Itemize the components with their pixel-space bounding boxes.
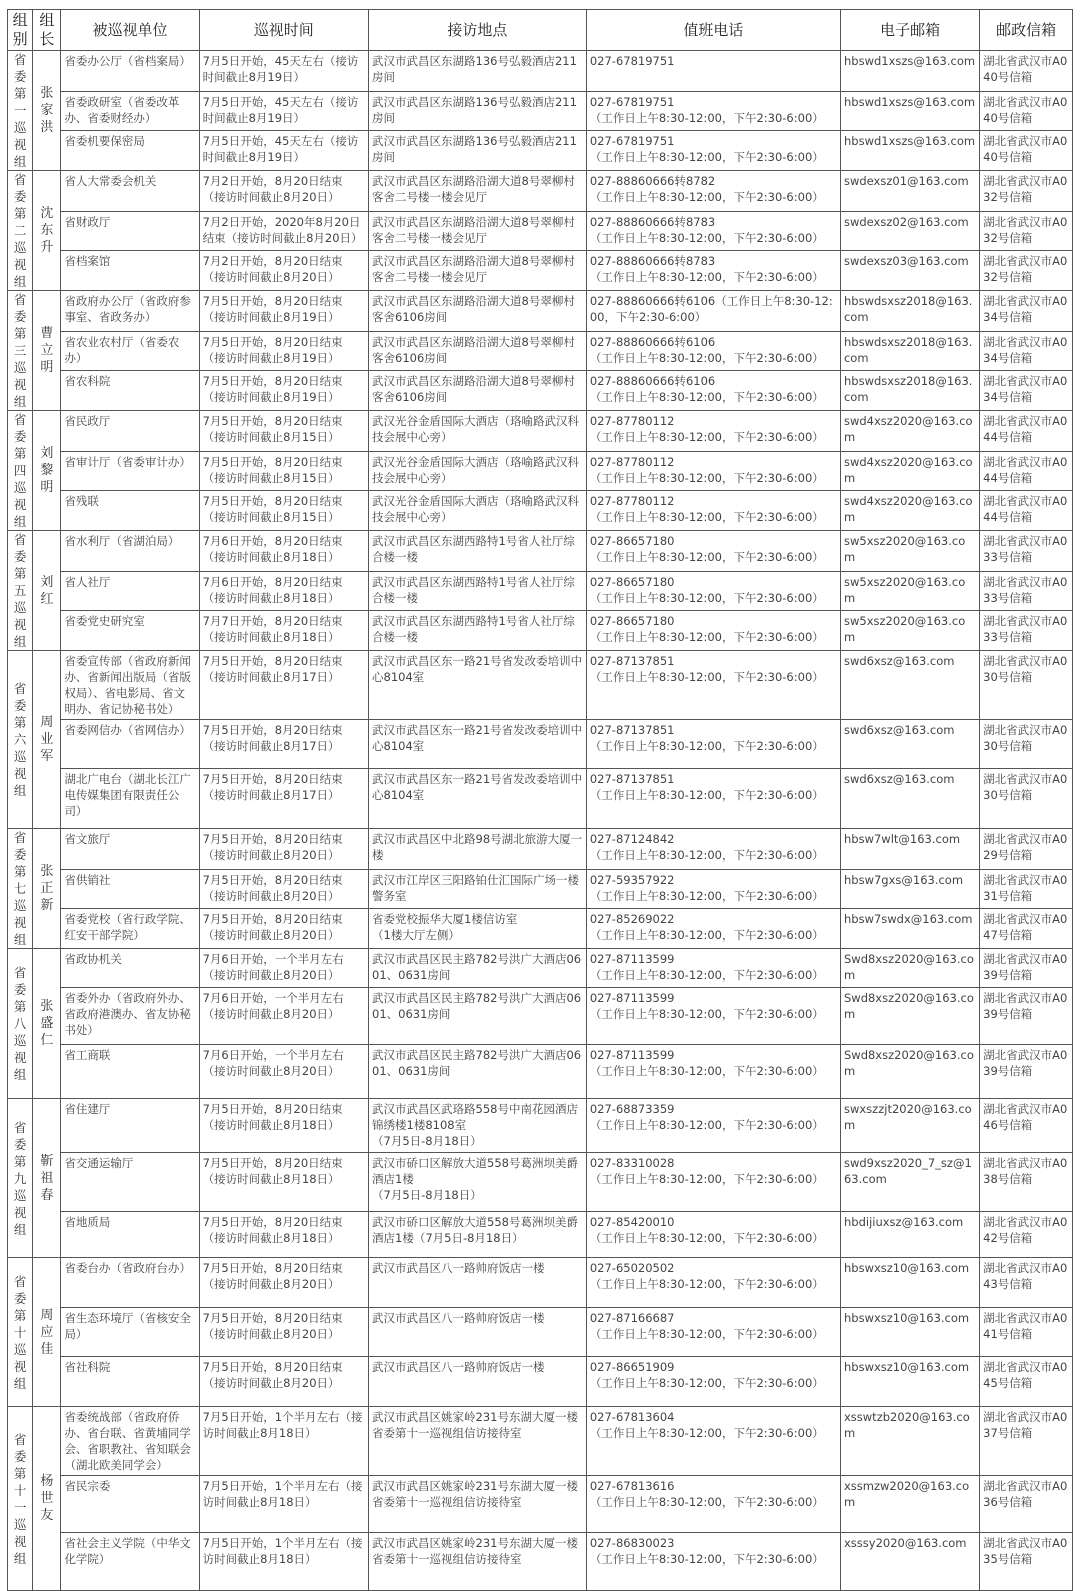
table-row bbox=[8, 1212, 1073, 1258]
time-cell: 7月5日开始，1个半月左右（接访时间截止8月18日） bbox=[199, 1407, 368, 1476]
table-row bbox=[8, 491, 1073, 531]
unit-cell: 省生态环境厅（省核安全局） bbox=[61, 1308, 199, 1357]
unit-cell: 省农业农村厅（省委农办） bbox=[61, 331, 199, 371]
place-cell: 武汉市武昌区姚家岭231号东湖大厦一楼省委第十一巡视组信访接待室 bbox=[369, 1476, 587, 1533]
place-cell: 武汉市武昌区东一路21号省发改委培训中心8104室 bbox=[369, 769, 587, 829]
phone-cell: 027-88860666转6106 （工作日上午8:30-12:00，下午2:30-6:00） bbox=[586, 371, 840, 411]
time-cell: 7月5日开始，8月20日结束（接访时间截止8月20日） bbox=[199, 1258, 368, 1308]
table-row bbox=[8, 1533, 1073, 1591]
email-cell: swdexsz01@163.com bbox=[840, 171, 979, 212]
group-leader-cell: 张正新 bbox=[33, 829, 61, 949]
table-row bbox=[8, 1099, 1073, 1153]
place-cell: 武汉市武昌区东湖路沿湖大道8号翠柳村客舍二号楼一楼会见厅 bbox=[369, 211, 587, 251]
time-cell: 7月2日开始，8月20日结束（接访时间截止8月20日） bbox=[199, 171, 368, 212]
phone-cell: 027-87780112 （工作日上午8:30-12:00，下午2:30-6:00） bbox=[586, 411, 840, 452]
table-row bbox=[8, 211, 1073, 251]
email-cell: swdexsz03@163.com bbox=[840, 251, 979, 291]
group-leader-cell: 周应佳 bbox=[33, 1258, 61, 1407]
place-cell: 武汉市武昌区姚家岭231号东湖大厦一楼省委第十一巡视组信访接待室 bbox=[369, 1407, 587, 1476]
time-cell: 7月5日开始，8月20日结束（接访时间截止8月19日） bbox=[199, 371, 368, 411]
email-cell: hbswxsz10@163.com bbox=[840, 1258, 979, 1308]
email-cell: swd4xsz2020@163.com bbox=[840, 491, 979, 531]
unit-cell: 省委党史研究室 bbox=[61, 611, 199, 651]
table-body bbox=[8, 51, 1073, 1591]
email-cell: xsssy2020@163.com bbox=[840, 1533, 979, 1591]
unit-cell: 省委外办（省政府外办、省政府港澳办、省友协秘书处） bbox=[61, 988, 199, 1045]
group-leader-cell: 周业军 bbox=[33, 651, 61, 829]
time-cell: 7月7日开始，8月20日结束（接访时间截止8月18日） bbox=[199, 611, 368, 651]
place-cell: 武汉市硚口区解放大道558号葛洲坝美爵酒店1楼 （7月5日-8月18日） bbox=[369, 1153, 587, 1212]
phone-cell: 027-87166687 （工作日上午8:30-12:00，下午2:30-6:00） bbox=[586, 1308, 840, 1357]
email-cell: hbswdsxsz2018@163.com bbox=[840, 331, 979, 371]
group-leader-cell: 张盛仁 bbox=[33, 949, 61, 1099]
unit-cell: 省政协机关 bbox=[61, 949, 199, 988]
email-cell: hbswd1xszs@163.com bbox=[840, 91, 979, 131]
place-cell: 武汉市武昌区民主路782号洪广大酒店0601、0631房间 bbox=[369, 1045, 587, 1099]
table-row bbox=[8, 949, 1073, 988]
place-cell: 武汉市武昌区东湖西路特1号省人社厅综合楼一楼 bbox=[369, 611, 587, 651]
place-cell: 武汉市武昌区东湖西路特1号省人社厅综合楼一楼 bbox=[369, 571, 587, 611]
email-cell: Swd8xsz2020@163.com bbox=[840, 988, 979, 1045]
phone-cell: 027-85269022 （工作日上午8:30-12:00，下午2:30-6:00） bbox=[586, 909, 840, 949]
email-cell: swd4xsz2020@163.com bbox=[840, 411, 979, 452]
mailbox-cell: 湖北省武汉市A039号信箱 bbox=[980, 949, 1073, 988]
phone-cell: 027-88860666转6106 （工作日上午8:30-12:00，下午2:30-6:00） bbox=[586, 331, 840, 371]
time-cell: 7月6日开始，8月20日结束（接访时间截止8月18日） bbox=[199, 531, 368, 572]
mailbox-cell: 湖北省武汉市A037号信箱 bbox=[980, 1407, 1073, 1476]
phone-cell: 027-87113599 （工作日上午8:30-12:00，下午2:30-6:00） bbox=[586, 1045, 840, 1099]
phone-cell: 027-87137851 （工作日上午8:30-12:00，下午2:30-6:00） bbox=[586, 651, 840, 720]
group-name-cell: 省委第一巡视组 bbox=[8, 51, 33, 171]
email-cell: hbdijiuxsz@163.com bbox=[840, 1212, 979, 1258]
unit-cell: 湖北广电台（湖北长江广电传媒集团有限责任公司） bbox=[61, 769, 199, 829]
time-cell: 7月5日开始，8月20日结束（接访时间截止8月19日） bbox=[199, 331, 368, 371]
table-row bbox=[8, 651, 1073, 720]
phone-cell: 027-65020502 （工作日上午8:30-12:00，下午2:30-6:00） bbox=[586, 1258, 840, 1308]
phone-cell: 027-68873359 （工作日上午8:30-12:00，下午2:30-6:00） bbox=[586, 1099, 840, 1153]
unit-cell: 省社会主义学院（中华文化学院） bbox=[61, 1533, 199, 1591]
phone-cell: 027-87780112 （工作日上午8:30-12:00，下午2:30-6:00） bbox=[586, 491, 840, 531]
mailbox-cell: 湖北省武汉市A032号信箱 bbox=[980, 171, 1073, 212]
place-cell: 武汉市武昌区民主路782号洪广大酒店0601、0631房间 bbox=[369, 988, 587, 1045]
email-cell: hbsw7gxs@163.com bbox=[840, 869, 979, 909]
email-cell: xsswtzb2020@163.com bbox=[840, 1407, 979, 1476]
table-row bbox=[8, 1153, 1073, 1212]
header-time: 巡视时间 bbox=[199, 10, 368, 51]
table-row bbox=[8, 1045, 1073, 1099]
time-cell: 7月5日开始，8月20日结束（接访时间截止8月18日） bbox=[199, 1212, 368, 1258]
mailbox-cell: 湖北省武汉市A042号信箱 bbox=[980, 1212, 1073, 1258]
email-cell: hbswd1xszs@163.com bbox=[840, 131, 979, 171]
mailbox-cell: 湖北省武汉市A044号信箱 bbox=[980, 411, 1073, 452]
mailbox-cell: 湖北省武汉市A047号信箱 bbox=[980, 909, 1073, 949]
table-row bbox=[8, 291, 1073, 332]
place-cell: 武汉市武昌区中北路98号湖北旅游大厦一楼 bbox=[369, 829, 587, 870]
mailbox-cell: 湖北省武汉市A034号信箱 bbox=[980, 371, 1073, 411]
mailbox-cell: 湖北省武汉市A040号信箱 bbox=[980, 131, 1073, 171]
time-cell: 7月6日开始，一个半月左右（接访时间截止8月20日） bbox=[199, 949, 368, 988]
table-row bbox=[8, 331, 1073, 371]
phone-cell: 027-88860666转6106（工作日上午8:30-12:00，下午2:30-6:00） bbox=[586, 291, 840, 332]
table-row bbox=[8, 829, 1073, 870]
phone-cell: 027-86657180 （工作日上午8:30-12:00，下午2:30-6:00） bbox=[586, 531, 840, 572]
email-cell: swd6xsz@163.com bbox=[840, 720, 979, 769]
mailbox-cell: 湖北省武汉市A041号信箱 bbox=[980, 1308, 1073, 1357]
mailbox-cell: 湖北省武汉市A040号信箱 bbox=[980, 51, 1073, 92]
time-cell: 7月5日开始，45天左右（接访时间截止8月19日） bbox=[199, 131, 368, 171]
time-cell: 7月5日开始，8月20日结束（接访时间截止8月20日） bbox=[199, 1357, 368, 1407]
mailbox-cell: 湖北省武汉市A043号信箱 bbox=[980, 1258, 1073, 1308]
place-cell: 武汉市武昌区八一路帅府饭店一楼 bbox=[369, 1308, 587, 1357]
place-cell: 武汉市武昌区八一路帅府饭店一楼 bbox=[369, 1357, 587, 1407]
unit-cell: 省委台办（省政府台办） bbox=[61, 1258, 199, 1308]
time-cell: 7月5日开始，8月20日结束（接访时间截止8月20日） bbox=[199, 869, 368, 909]
table-row bbox=[8, 451, 1073, 491]
unit-cell: 省政府办公厅（省政府参事室、省政务办） bbox=[61, 291, 199, 332]
email-cell: hbswdsxsz2018@163.com bbox=[840, 291, 979, 332]
phone-cell: 027-67819751 （工作日上午8:30-12:00，下午2:30-6:00） bbox=[586, 91, 840, 131]
unit-cell: 省供销社 bbox=[61, 869, 199, 909]
email-cell: sw5xsz2020@163.com bbox=[840, 571, 979, 611]
table-row bbox=[8, 51, 1073, 92]
place-cell: 武汉市武昌区姚家岭231号东湖大厦一楼省委第十一巡视组信访接待室 bbox=[369, 1533, 587, 1591]
place-cell: 武汉市武昌区东湖路沿湖大道8号翠柳村客舍6106房间 bbox=[369, 371, 587, 411]
table-row bbox=[8, 720, 1073, 769]
time-cell: 7月5日开始，1个半月左右（接访时间截止8月18日） bbox=[199, 1533, 368, 1591]
phone-cell: 027-87113599 （工作日上午8:30-12:00，下午2:30-6:00） bbox=[586, 949, 840, 988]
phone-cell: 027-59357922 （工作日上午8:30-12:00，下午2:30-6:00） bbox=[586, 869, 840, 909]
time-cell: 7月5日开始，8月20日结束（接访时间截止8月20日） bbox=[199, 1308, 368, 1357]
group-leader-cell: 刘红 bbox=[33, 531, 61, 651]
group-name-cell: 省委第八巡视组 bbox=[8, 949, 33, 1099]
unit-cell: 省人社厅 bbox=[61, 571, 199, 611]
phone-cell: 027-87124842 （工作日上午8:30-12:00，下午2:30-6:00） bbox=[586, 829, 840, 870]
time-cell: 7月5日开始，8月20日结束（接访时间截止8月18日） bbox=[199, 1153, 368, 1212]
email-cell: swdexsz02@163.com bbox=[840, 211, 979, 251]
email-cell: swd4xsz2020@163.com bbox=[840, 451, 979, 491]
unit-cell: 省工商联 bbox=[61, 1045, 199, 1099]
mailbox-cell: 湖北省武汉市A034号信箱 bbox=[980, 331, 1073, 371]
unit-cell: 省住建厅 bbox=[61, 1099, 199, 1153]
email-cell: Swd8xsz2020@163.com bbox=[840, 1045, 979, 1099]
place-cell: 武汉光谷金盾国际大酒店（珞喻路武汉科技会展中心旁） bbox=[369, 411, 587, 452]
phone-cell: 027-83310028 （工作日上午8:30-12:00，下午2:30-6:00） bbox=[586, 1153, 840, 1212]
group-name-cell: 省委第四巡视组 bbox=[8, 411, 33, 531]
mailbox-cell: 湖北省武汉市A034号信箱 bbox=[980, 291, 1073, 332]
group-leader-cell: 张家洪 bbox=[33, 51, 61, 171]
group-name-cell: 省委第二巡视组 bbox=[8, 171, 33, 291]
unit-cell: 省地质局 bbox=[61, 1212, 199, 1258]
time-cell: 7月5日开始，8月20日结束（接访时间截止8月19日） bbox=[199, 291, 368, 332]
mailbox-cell: 湖北省武汉市A030号信箱 bbox=[980, 769, 1073, 829]
email-cell: xssmzw2020@163.com bbox=[840, 1476, 979, 1533]
phone-cell: 027-86830023 （工作日上午8:30-12:00，下午2:30-6:00） bbox=[586, 1533, 840, 1591]
phone-cell: 027-87113599 （工作日上午8:30-12:00，下午2:30-6:00） bbox=[586, 988, 840, 1045]
unit-cell: 省人大常委会机关 bbox=[61, 171, 199, 212]
table-row bbox=[8, 531, 1073, 572]
phone-cell: 027-86657180 （工作日上午8:30-12:00，下午2:30-6:00） bbox=[586, 571, 840, 611]
time-cell: 7月5日开始，8月20日结束（接访时间截止8月20日） bbox=[199, 829, 368, 870]
mailbox-cell: 湖北省武汉市A046号信箱 bbox=[980, 1099, 1073, 1153]
time-cell: 7月5日开始，8月20日结束（接访时间截止8月17日） bbox=[199, 769, 368, 829]
table-row bbox=[8, 769, 1073, 829]
mailbox-cell: 湖北省武汉市A045号信箱 bbox=[980, 1357, 1073, 1407]
table-row bbox=[8, 1357, 1073, 1407]
mailbox-cell: 湖北省武汉市A036号信箱 bbox=[980, 1476, 1073, 1533]
table-row bbox=[8, 1308, 1073, 1357]
unit-cell: 省审计厅（省委审计办） bbox=[61, 451, 199, 491]
email-cell: hbsw7wlt@163.com bbox=[840, 829, 979, 870]
unit-cell: 省委机要保密局 bbox=[61, 131, 199, 171]
place-cell: 武汉市武昌区东湖路沿湖大道8号翠柳村客舍6106房间 bbox=[369, 331, 587, 371]
table-row bbox=[8, 131, 1073, 171]
email-cell: sw5xsz2020@163.com bbox=[840, 611, 979, 651]
table-row bbox=[8, 571, 1073, 611]
unit-cell: 省委统战部（省政府侨办、省台联、省黄埔同学会、省职教社、省知联会（湖北欧美同学会） bbox=[61, 1407, 199, 1476]
group-leader-cell: 曹立明 bbox=[33, 291, 61, 411]
place-cell: 武汉市硚口区解放大道558号葛洲坝美爵酒店1楼（7月5日-8月18日） bbox=[369, 1212, 587, 1258]
phone-cell: 027-87780112 （工作日上午8:30-12:00，下午2:30-6:00） bbox=[586, 451, 840, 491]
mailbox-cell: 湖北省武汉市A031号信箱 bbox=[980, 869, 1073, 909]
phone-cell: 027-67819751 bbox=[586, 51, 840, 92]
place-cell: 武汉市武昌区民主路782号洪广大酒店0601、0631房间 bbox=[369, 949, 587, 988]
place-cell: 武汉市武昌区八一路帅府饭店一楼 bbox=[369, 1258, 587, 1308]
phone-cell: 027-86657180 （工作日上午8:30-12:00，下午2:30-6:00） bbox=[586, 611, 840, 651]
place-cell: 武汉市武昌区东湖路沿湖大道8号翠柳村客舍二号楼一楼会见厅 bbox=[369, 251, 587, 291]
time-cell: 7月6日开始，8月20日结束（接访时间截止8月18日） bbox=[199, 571, 368, 611]
inspection-table-container bbox=[7, 9, 1073, 1591]
group-name-cell: 省委第十巡视组 bbox=[8, 1258, 33, 1407]
time-cell: 7月2日开始，2020年8月20日结束（接访时间截止8月20日） bbox=[199, 211, 368, 251]
place-cell: 省委党校振华大厦1楼信访室 （1楼大厅左侧） bbox=[369, 909, 587, 949]
table-row bbox=[8, 371, 1073, 411]
email-cell: hbswdsxsz2018@163.com bbox=[840, 371, 979, 411]
group-leader-cell: 沈东升 bbox=[33, 171, 61, 291]
unit-cell: 省水利厅（省湖泊局） bbox=[61, 531, 199, 572]
header-email: 电子邮箱 bbox=[840, 10, 979, 51]
table-row bbox=[8, 988, 1073, 1045]
phone-cell: 027-88860666转8783 （工作日上午8:30-12:00，下午2:30-6:00） bbox=[586, 211, 840, 251]
unit-cell: 省残联 bbox=[61, 491, 199, 531]
table-row bbox=[8, 171, 1073, 212]
time-cell: 7月5日开始，8月20日结束（接访时间截止8月17日） bbox=[199, 720, 368, 769]
group-leader-cell: 杨世友 bbox=[33, 1407, 61, 1591]
group-name-cell: 省委第十一巡视组 bbox=[8, 1407, 33, 1591]
time-cell: 7月5日开始，8月20日结束（接访时间截止8月20日） bbox=[199, 909, 368, 949]
time-cell: 7月5日开始，8月20日结束（接访时间截止8月15日） bbox=[199, 411, 368, 452]
place-cell: 武汉市武昌区东湖西路特1号省人社厅综合楼一楼 bbox=[369, 531, 587, 572]
phone-cell: 027-87137851 （工作日上午8:30-12:00，下午2:30-6:00） bbox=[586, 720, 840, 769]
email-cell: swxszzjt2020@163.com bbox=[840, 1099, 979, 1153]
time-cell: 7月5日开始，8月20日结束（接访时间截止8月17日） bbox=[199, 651, 368, 720]
place-cell: 武汉市武昌区东湖路沿湖大道8号翠柳村客舍二号楼一楼会见厅 bbox=[369, 171, 587, 212]
group-name-cell: 省委第三巡视组 bbox=[8, 291, 33, 411]
mailbox-cell: 湖北省武汉市A044号信箱 bbox=[980, 451, 1073, 491]
group-name-cell: 省委第九巡视组 bbox=[8, 1099, 33, 1258]
place-cell: 武汉市武昌区东湖路136号弘毅酒店211房间 bbox=[369, 131, 587, 171]
unit-cell: 省委宣传部（省政府新闻办、省新闻出版局（省版权局）、省电影局、省文明办、省记协秘书处） bbox=[61, 651, 199, 720]
mailbox-cell: 湖北省武汉市A040号信箱 bbox=[980, 91, 1073, 131]
place-cell: 武汉市武昌区东湖路沿湖大道8号翠柳村客舍6106房间 bbox=[369, 291, 587, 332]
table-row bbox=[8, 1407, 1073, 1476]
time-cell: 7月5日开始，8月20日结束（接访时间截止8月15日） bbox=[199, 451, 368, 491]
unit-cell: 省委政研室（省委改革办、省委财经办） bbox=[61, 91, 199, 131]
email-cell: sw5xsz2020@163.com bbox=[840, 531, 979, 572]
place-cell: 武汉市江岸区三阳路铂仕汇国际广场一楼警务室 bbox=[369, 869, 587, 909]
header-unit: 被巡视单位 bbox=[61, 10, 199, 51]
group-leader-cell: 靳祖春 bbox=[33, 1099, 61, 1258]
unit-cell: 省民政厅 bbox=[61, 411, 199, 452]
mailbox-cell: 湖北省武汉市A033号信箱 bbox=[980, 571, 1073, 611]
unit-cell: 省委网信办（省网信办） bbox=[61, 720, 199, 769]
mailbox-cell: 湖北省武汉市A029号信箱 bbox=[980, 829, 1073, 870]
unit-cell: 省交通运输厅 bbox=[61, 1153, 199, 1212]
email-cell: hbsw7swdx@163.com bbox=[840, 909, 979, 949]
time-cell: 7月6日开始，一个半月左右（接访时间截止8月20日） bbox=[199, 1045, 368, 1099]
time-cell: 7月5日开始，8月20日结束（接访时间截止8月18日） bbox=[199, 1099, 368, 1153]
time-cell: 7月2日开始，8月20日结束（接访时间截止8月20日） bbox=[199, 251, 368, 291]
inspection-schedule-table bbox=[7, 9, 1073, 1591]
place-cell: 武汉市武昌区武珞路558号中南花园酒店锦绣楼1楼8108室 （7月5日-8月18日） bbox=[369, 1099, 587, 1153]
email-cell: hbswxsz10@163.com bbox=[840, 1308, 979, 1357]
mailbox-cell: 湖北省武汉市A039号信箱 bbox=[980, 1045, 1073, 1099]
table-row bbox=[8, 251, 1073, 291]
email-cell: Swd8xsz2020@163.com bbox=[840, 949, 979, 988]
place-cell: 武汉光谷金盾国际大酒店（珞喻路武汉科技会展中心旁） bbox=[369, 491, 587, 531]
unit-cell: 省农科院 bbox=[61, 371, 199, 411]
time-cell: 7月5日开始，1个半月左右（接访时间截止8月18日） bbox=[199, 1476, 368, 1533]
table-header-row bbox=[8, 10, 1073, 51]
unit-cell: 省文旅厅 bbox=[61, 829, 199, 870]
phone-cell: 027-67813616 （工作日上午8:30-12:00，下午2:30-6:00） bbox=[586, 1476, 840, 1533]
header-leader: 组长 bbox=[33, 10, 61, 51]
table-row bbox=[8, 1476, 1073, 1533]
mailbox-cell: 湖北省武汉市A033号信箱 bbox=[980, 611, 1073, 651]
email-cell: swd6xsz@163.com bbox=[840, 769, 979, 829]
email-cell: swd9xsz2020_7_sz@163.com bbox=[840, 1153, 979, 1212]
time-cell: 7月5日开始，8月20日结束（接访时间截止8月15日） bbox=[199, 491, 368, 531]
mailbox-cell: 湖北省武汉市A030号信箱 bbox=[980, 651, 1073, 720]
unit-cell: 省社科院 bbox=[61, 1357, 199, 1407]
phone-cell: 027-86651909 （工作日上午8:30-12:00，下午2:30-6:00） bbox=[586, 1357, 840, 1407]
place-cell: 武汉市武昌区东湖路136号弘毅酒店211房间 bbox=[369, 91, 587, 131]
mailbox-cell: 湖北省武汉市A044号信箱 bbox=[980, 491, 1073, 531]
mailbox-cell: 湖北省武汉市A030号信箱 bbox=[980, 720, 1073, 769]
header-mailbox: 邮政信箱 bbox=[980, 10, 1073, 51]
table-row bbox=[8, 91, 1073, 131]
mailbox-cell: 湖北省武汉市A033号信箱 bbox=[980, 531, 1073, 572]
unit-cell: 省财政厅 bbox=[61, 211, 199, 251]
unit-cell: 省档案馆 bbox=[61, 251, 199, 291]
mailbox-cell: 湖北省武汉市A032号信箱 bbox=[980, 211, 1073, 251]
mailbox-cell: 湖北省武汉市A032号信箱 bbox=[980, 251, 1073, 291]
email-cell: swd6xsz@163.com bbox=[840, 651, 979, 720]
email-cell: hbswxsz10@163.com bbox=[840, 1357, 979, 1407]
time-cell: 7月5日开始，45天左右（接访时间截止8月19日） bbox=[199, 91, 368, 131]
unit-cell: 省委党校（省行政学院、红安干部学院） bbox=[61, 909, 199, 949]
unit-cell: 省委办公厅（省档案局） bbox=[61, 51, 199, 92]
email-cell: hbswd1xszs@163.com bbox=[840, 51, 979, 92]
place-cell: 武汉市武昌区东湖路136号弘毅酒店211房间 bbox=[369, 51, 587, 92]
group-name-cell: 省委第五巡视组 bbox=[8, 531, 33, 651]
group-leader-cell: 刘黎明 bbox=[33, 411, 61, 531]
phone-cell: 027-67813604 （工作日上午8:30-12:00，下午2:30-6:00） bbox=[586, 1407, 840, 1476]
mailbox-cell: 湖北省武汉市A038号信箱 bbox=[980, 1153, 1073, 1212]
mailbox-cell: 湖北省武汉市A035号信箱 bbox=[980, 1533, 1073, 1591]
table-row bbox=[8, 411, 1073, 452]
header-place: 接访地点 bbox=[369, 10, 587, 51]
table-row bbox=[8, 909, 1073, 949]
time-cell: 7月5日开始，45天左右（接访时间截止8月19日） bbox=[199, 51, 368, 92]
table-row bbox=[8, 869, 1073, 909]
header-group: 组别 bbox=[8, 10, 33, 51]
phone-cell: 027-85420010 （工作日上午8:30-12:00，下午2:30-6:00） bbox=[586, 1212, 840, 1258]
phone-cell: 027-87137851 （工作日上午8:30-12:00，下午2:30-6:00） bbox=[586, 769, 840, 829]
phone-cell: 027-88860666转8783 （工作日上午8:30-12:00，下午2:30-6:00） bbox=[586, 251, 840, 291]
mailbox-cell: 湖北省武汉市A039号信箱 bbox=[980, 988, 1073, 1045]
place-cell: 武汉光谷金盾国际大酒店（珞喻路武汉科技会展中心旁） bbox=[369, 451, 587, 491]
group-name-cell: 省委第六巡视组 bbox=[8, 651, 33, 829]
phone-cell: 027-67819751 （工作日上午8:30-12:00，下午2:30-6:00） bbox=[586, 131, 840, 171]
unit-cell: 省民宗委 bbox=[61, 1476, 199, 1533]
table-row bbox=[8, 611, 1073, 651]
time-cell: 7月6日开始，一个半月左右（接访时间截止8月20日） bbox=[199, 988, 368, 1045]
header-phone: 值班电话 bbox=[586, 10, 840, 51]
table-row bbox=[8, 1258, 1073, 1308]
group-name-cell: 省委第七巡视组 bbox=[8, 829, 33, 949]
phone-cell: 027-88860666转8782 （工作日上午8:30-12:00，下午2:30-6:00） bbox=[586, 171, 840, 212]
place-cell: 武汉市武昌区东一路21号省发改委培训中心8104室 bbox=[369, 720, 587, 769]
place-cell: 武汉市武昌区东一路21号省发改委培训中心8104室 bbox=[369, 651, 587, 720]
